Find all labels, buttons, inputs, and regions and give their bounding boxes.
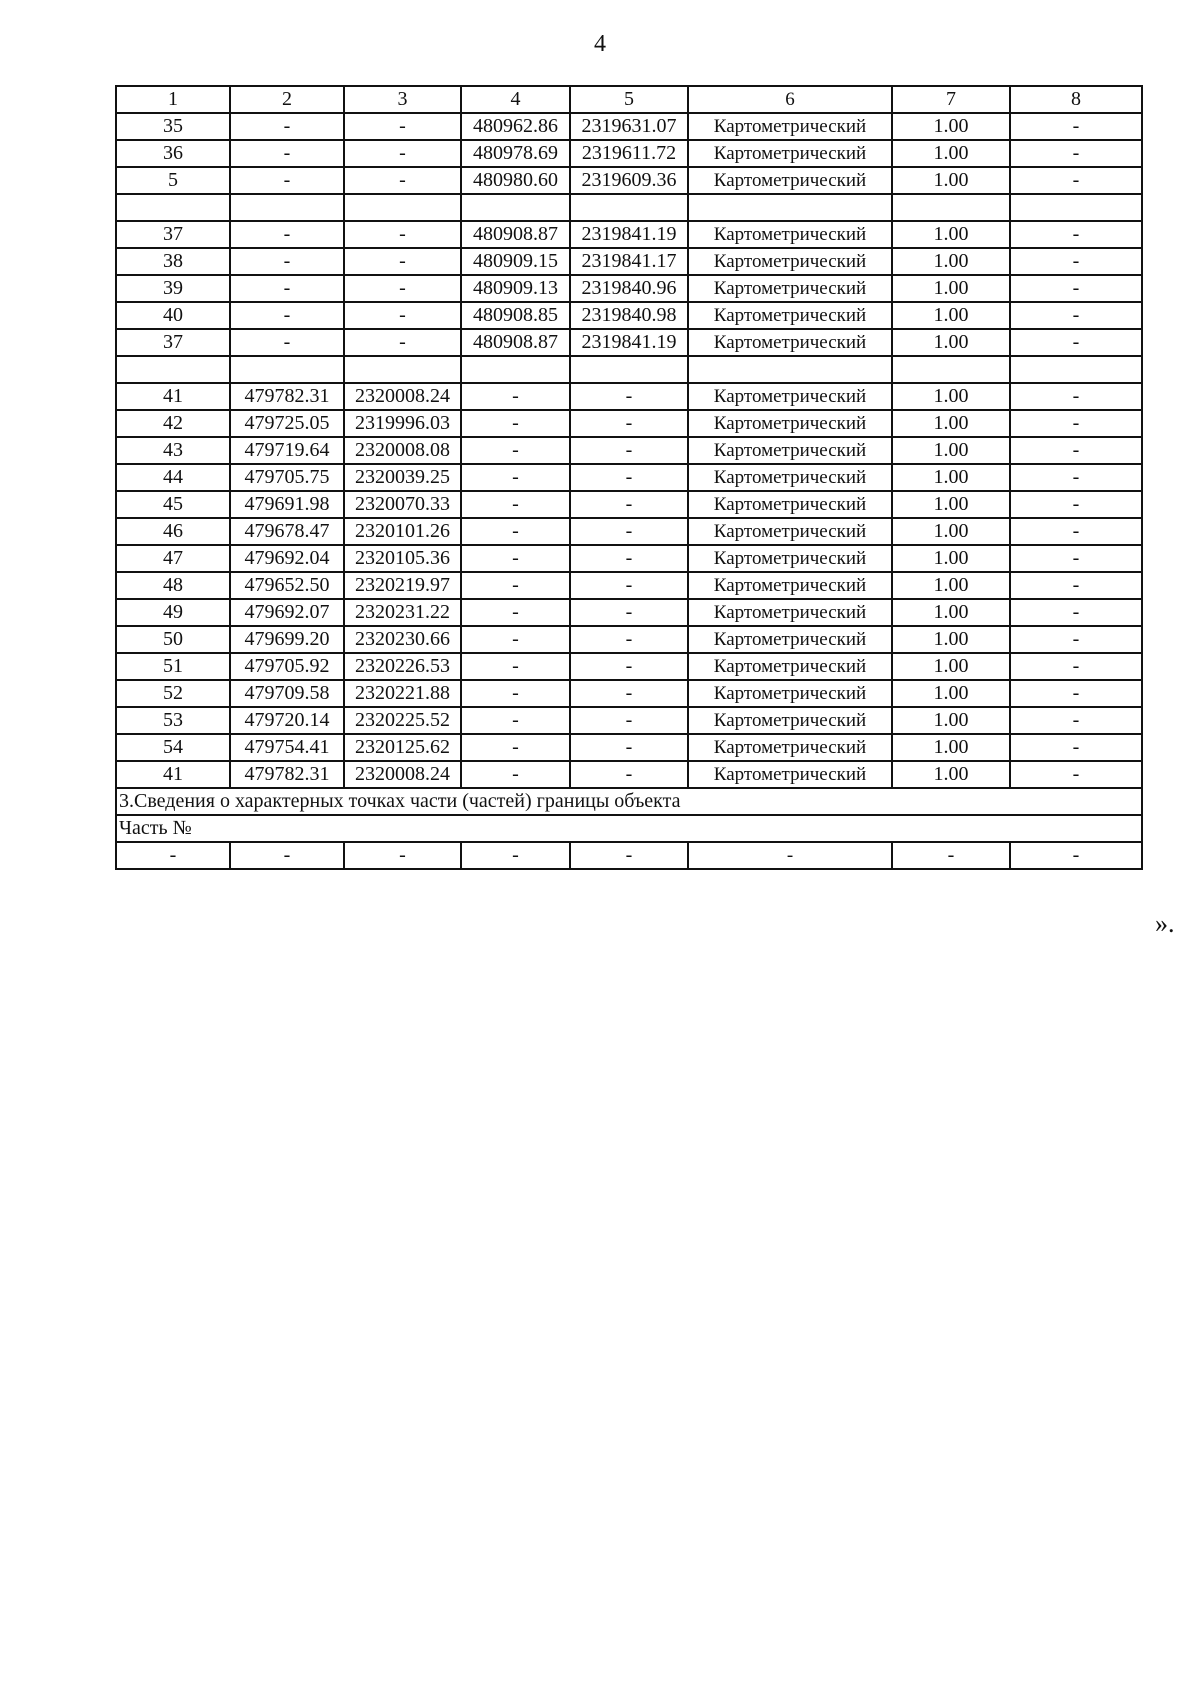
table-cell-col-7: 1.00 bbox=[892, 491, 1010, 518]
table-cell-col-5: - bbox=[570, 572, 688, 599]
table-cell-col-4: - bbox=[461, 464, 570, 491]
table-cell-col-6: Картометрический bbox=[688, 140, 892, 167]
table-cell-col-2: - bbox=[230, 221, 344, 248]
table-cell-col-2: 479720.14 bbox=[230, 707, 344, 734]
table-cell-col-3: 2320008.24 bbox=[344, 761, 461, 788]
table-cell-col-5: - bbox=[570, 545, 688, 572]
table-cell-col-8: - bbox=[1010, 167, 1142, 194]
table-cell-col-2: - bbox=[230, 113, 344, 140]
table-cell-col-7: 1.00 bbox=[892, 329, 1010, 356]
table-cell-col-8: - bbox=[1010, 707, 1142, 734]
table-cell-col-4: - bbox=[461, 626, 570, 653]
table-cell-col-3: - bbox=[344, 221, 461, 248]
table-cell-col-5: 2319841.19 bbox=[570, 329, 688, 356]
table-cell-col-1: 45 bbox=[116, 491, 230, 518]
table-cell-col-2: 479725.05 bbox=[230, 410, 344, 437]
table-cell-col-5: - bbox=[570, 626, 688, 653]
table-cell-col-3: - bbox=[344, 329, 461, 356]
table-cell-col-7: 1.00 bbox=[892, 113, 1010, 140]
table-cell-col-4 bbox=[461, 356, 570, 383]
table-cell-col-7: 1.00 bbox=[892, 545, 1010, 572]
table-cell-col-6: Картометрический bbox=[688, 491, 892, 518]
table-cell-col-4: - bbox=[461, 545, 570, 572]
table-cell-col-1: 54 bbox=[116, 734, 230, 761]
table-cell-col-1: 42 bbox=[116, 410, 230, 437]
table-cell-col-8: - bbox=[1010, 626, 1142, 653]
table-cell-col-7: 1.00 bbox=[892, 734, 1010, 761]
table-cell-col-8: - bbox=[1010, 302, 1142, 329]
table-cell-col-2: - bbox=[230, 275, 344, 302]
table-cell-col-6: Картометрический bbox=[688, 221, 892, 248]
table-cell-col-5: - bbox=[570, 491, 688, 518]
table-cell-col-8: - bbox=[1010, 464, 1142, 491]
table-cell-col-6: Картометрический bbox=[688, 383, 892, 410]
table-cell-col-8: - bbox=[1010, 599, 1142, 626]
table-cell-col-6: Картометрический bbox=[688, 464, 892, 491]
table-cell-col-5: - bbox=[570, 734, 688, 761]
table-cell-col-1: 48 bbox=[116, 572, 230, 599]
coordinates-table-container bbox=[115, 85, 1141, 870]
table-cell-col-4: 480908.87 bbox=[461, 329, 570, 356]
page-number: 4 bbox=[594, 31, 606, 57]
table-cell-col-8 bbox=[1010, 194, 1142, 221]
table-cell-col-1: 41 bbox=[116, 383, 230, 410]
table-row bbox=[116, 518, 1142, 545]
table-separator-row bbox=[116, 356, 1142, 383]
table-cell-col-1: 1 bbox=[116, 86, 230, 113]
table-cell-col-2: 479692.07 bbox=[230, 599, 344, 626]
table-row bbox=[116, 464, 1142, 491]
table-cell-col-8: - bbox=[1010, 329, 1142, 356]
table-cell-col-1: 47 bbox=[116, 545, 230, 572]
table-cell-col-1: 40 bbox=[116, 302, 230, 329]
table-cell-col-7 bbox=[892, 356, 1010, 383]
table-cell-col-5: - bbox=[570, 437, 688, 464]
table-cell-col-3: 2320230.66 bbox=[344, 626, 461, 653]
table-cell-col-7 bbox=[892, 194, 1010, 221]
table-cell-col-3: 2320070.33 bbox=[344, 491, 461, 518]
table-cell-col-2: 479699.20 bbox=[230, 626, 344, 653]
table-cell-col-3: 2320105.36 bbox=[344, 545, 461, 572]
table-cell-col-5 bbox=[570, 356, 688, 383]
table-cell-col-5: 5 bbox=[570, 86, 688, 113]
table-cell-col-5: - bbox=[570, 842, 688, 869]
table-cell-col-7: - bbox=[892, 842, 1010, 869]
table-cell-col-7: 1.00 bbox=[892, 437, 1010, 464]
table-cell-col-4: - bbox=[461, 410, 570, 437]
table-cell-col-2: 479705.75 bbox=[230, 464, 344, 491]
table-cell-col-3: 2320231.22 bbox=[344, 599, 461, 626]
table-cell-col-2: 479719.64 bbox=[230, 437, 344, 464]
table-cell-col-8: - bbox=[1010, 734, 1142, 761]
table-cell-col-7: 1.00 bbox=[892, 140, 1010, 167]
table-cell-col-2: - bbox=[230, 842, 344, 869]
table-cell-col-1: 37 bbox=[116, 329, 230, 356]
table-cell-col-2: 479691.98 bbox=[230, 491, 344, 518]
table-cell-col-6: Картометрический bbox=[688, 653, 892, 680]
table-row bbox=[116, 329, 1142, 356]
table-cell-col-8: - bbox=[1010, 653, 1142, 680]
table-cell-col-3: - bbox=[344, 167, 461, 194]
table-cell-col-2: 2 bbox=[230, 86, 344, 113]
table-cell-col-2: 479754.41 bbox=[230, 734, 344, 761]
table-cell-col-8: - bbox=[1010, 761, 1142, 788]
table-cell-col-1: 52 bbox=[116, 680, 230, 707]
table-cell-col-7: 1.00 bbox=[892, 653, 1010, 680]
table-cell-col-5 bbox=[570, 194, 688, 221]
table-cell-col-1: 36 bbox=[116, 140, 230, 167]
table-row bbox=[116, 707, 1142, 734]
part-label: Часть № bbox=[116, 815, 1142, 842]
table-cell-col-8: - bbox=[1010, 248, 1142, 275]
table-cell-col-8: - bbox=[1010, 437, 1142, 464]
table-cell-col-7: 1.00 bbox=[892, 275, 1010, 302]
table-row bbox=[116, 680, 1142, 707]
table-cell-col-7: 1.00 bbox=[892, 410, 1010, 437]
table-cell-col-5: - bbox=[570, 518, 688, 545]
table-cell-col-8 bbox=[1010, 356, 1142, 383]
table-cell-col-8: - bbox=[1010, 113, 1142, 140]
table-cell-col-8: - bbox=[1010, 383, 1142, 410]
table-cell-col-3: - bbox=[344, 275, 461, 302]
table-cell-col-3: 2319996.03 bbox=[344, 410, 461, 437]
table-cell-col-1: 41 bbox=[116, 761, 230, 788]
table-row bbox=[116, 491, 1142, 518]
table-header-row bbox=[116, 86, 1142, 113]
table-cell-col-3: 3 bbox=[344, 86, 461, 113]
table-cell-col-6 bbox=[688, 356, 892, 383]
table-cell-col-4: 480978.69 bbox=[461, 140, 570, 167]
table-cell-col-5: - bbox=[570, 761, 688, 788]
table-cell-col-1: 50 bbox=[116, 626, 230, 653]
table-cell-col-2: 479709.58 bbox=[230, 680, 344, 707]
coordinates-table bbox=[115, 85, 1143, 870]
table-row bbox=[116, 653, 1142, 680]
table-cell-col-4: - bbox=[461, 680, 570, 707]
table-cell-col-5: 2319609.36 bbox=[570, 167, 688, 194]
table-cell-col-2: 479692.04 bbox=[230, 545, 344, 572]
table-cell-col-8: - bbox=[1010, 545, 1142, 572]
table-cell-col-2: - bbox=[230, 140, 344, 167]
table-cell-col-4: - bbox=[461, 734, 570, 761]
table-cell-col-4: - bbox=[461, 761, 570, 788]
table-cell-col-4: - bbox=[461, 518, 570, 545]
table-cell-col-6: Картометрический bbox=[688, 275, 892, 302]
table-row bbox=[116, 167, 1142, 194]
table-cell-col-5: - bbox=[570, 410, 688, 437]
section-title: 3.Сведения о характерных точках части (частей) границы объекта bbox=[116, 788, 1142, 815]
table-cell-col-4: - bbox=[461, 383, 570, 410]
table-cell-col-1: 46 bbox=[116, 518, 230, 545]
table-cell-col-1: 39 bbox=[116, 275, 230, 302]
table-cell-col-3: - bbox=[344, 302, 461, 329]
table-cell-col-6: Картометрический bbox=[688, 734, 892, 761]
table-cell-col-6: 6 bbox=[688, 86, 892, 113]
table-cell-col-8: - bbox=[1010, 221, 1142, 248]
table-row bbox=[116, 113, 1142, 140]
table-cell-col-6: Картометрический bbox=[688, 302, 892, 329]
table-cell-col-6: Картометрический bbox=[688, 680, 892, 707]
table-cell-col-3: - bbox=[344, 842, 461, 869]
table-cell-col-1 bbox=[116, 194, 230, 221]
table-cell-col-1: - bbox=[116, 842, 230, 869]
table-cell-col-7: 1.00 bbox=[892, 572, 1010, 599]
table-cell-col-2: - bbox=[230, 248, 344, 275]
table-cell-col-5: 2319841.17 bbox=[570, 248, 688, 275]
table-body bbox=[116, 86, 1142, 869]
table-cell-col-6: Картометрический bbox=[688, 410, 892, 437]
table-cell-col-4: 480909.15 bbox=[461, 248, 570, 275]
table-cell-col-1: 51 bbox=[116, 653, 230, 680]
table-cell-col-6: Картометрический bbox=[688, 626, 892, 653]
table-row bbox=[116, 302, 1142, 329]
table-cell-col-5: - bbox=[570, 680, 688, 707]
table-cell-col-7: 1.00 bbox=[892, 680, 1010, 707]
table-cell-col-3: 2320221.88 bbox=[344, 680, 461, 707]
table-cell-col-6: Картометрический bbox=[688, 545, 892, 572]
table-cell-col-5: 2319840.96 bbox=[570, 275, 688, 302]
table-cell-col-1: 49 bbox=[116, 599, 230, 626]
table-cell-col-3: - bbox=[344, 140, 461, 167]
table-cell-col-7: 1.00 bbox=[892, 248, 1010, 275]
table-cell-col-6: Картометрический bbox=[688, 599, 892, 626]
table-cell-col-1 bbox=[116, 356, 230, 383]
table-cell-col-4: 480962.86 bbox=[461, 113, 570, 140]
table-row bbox=[116, 221, 1142, 248]
table-cell-col-1: 53 bbox=[116, 707, 230, 734]
table-cell-col-7: 1.00 bbox=[892, 302, 1010, 329]
table-cell-col-2: 479782.31 bbox=[230, 383, 344, 410]
table-cell-col-5: - bbox=[570, 599, 688, 626]
table-cell-col-3: 2320219.97 bbox=[344, 572, 461, 599]
table-row bbox=[116, 545, 1142, 572]
table-cell-col-8: - bbox=[1010, 275, 1142, 302]
table-cell-col-7: 1.00 bbox=[892, 707, 1010, 734]
table-cell-col-7: 1.00 bbox=[892, 761, 1010, 788]
table-cell-col-4: - bbox=[461, 653, 570, 680]
table-cell-col-6: Картометрический bbox=[688, 113, 892, 140]
table-cell-col-4: 480908.87 bbox=[461, 221, 570, 248]
table-cell-col-3: 2320008.08 bbox=[344, 437, 461, 464]
table-row bbox=[116, 275, 1142, 302]
table-cell-col-4: - bbox=[461, 572, 570, 599]
table-row bbox=[116, 734, 1142, 761]
table-cell-col-2: 479678.47 bbox=[230, 518, 344, 545]
table-row bbox=[116, 626, 1142, 653]
table-cell-col-2: - bbox=[230, 167, 344, 194]
table-cell-col-7: 1.00 bbox=[892, 221, 1010, 248]
table-cell-col-8: - bbox=[1010, 572, 1142, 599]
table-cell-col-4: - bbox=[461, 491, 570, 518]
table-cell-col-3: - bbox=[344, 113, 461, 140]
table-cell-col-3: 2320225.52 bbox=[344, 707, 461, 734]
table-cell-col-8: - bbox=[1010, 518, 1142, 545]
table-cell-col-1: 38 bbox=[116, 248, 230, 275]
table-cell-col-6: Картометрический bbox=[688, 437, 892, 464]
table-cell-col-5: - bbox=[570, 464, 688, 491]
table-cell-col-2: 479705.92 bbox=[230, 653, 344, 680]
table-cell-col-4: 4 bbox=[461, 86, 570, 113]
table-cell-col-4: 480980.60 bbox=[461, 167, 570, 194]
table-cell-col-3: 2320008.24 bbox=[344, 383, 461, 410]
table-cell-col-3: - bbox=[344, 248, 461, 275]
table-cell-col-5: 2319841.19 bbox=[570, 221, 688, 248]
section-title-row bbox=[116, 788, 1142, 815]
table-cell-col-2 bbox=[230, 194, 344, 221]
table-cell-col-3: 2320101.26 bbox=[344, 518, 461, 545]
table-cell-col-3 bbox=[344, 356, 461, 383]
table-cell-col-8: - bbox=[1010, 842, 1142, 869]
table-row bbox=[116, 248, 1142, 275]
table-cell-col-7: 1.00 bbox=[892, 518, 1010, 545]
table-cell-col-5: 2319840.98 bbox=[570, 302, 688, 329]
table-cell-col-3: 2320039.25 bbox=[344, 464, 461, 491]
table-cell-col-5: - bbox=[570, 707, 688, 734]
table-row bbox=[116, 410, 1142, 437]
table-cell-col-5: - bbox=[570, 653, 688, 680]
table-cell-col-1: 43 bbox=[116, 437, 230, 464]
table-cell-col-4: - bbox=[461, 842, 570, 869]
table-cell-col-8: - bbox=[1010, 410, 1142, 437]
table-cell-col-6: Картометрический bbox=[688, 707, 892, 734]
table-cell-col-1: 44 bbox=[116, 464, 230, 491]
table-cell-col-6: Картометрический bbox=[688, 761, 892, 788]
table-empty-row bbox=[116, 842, 1142, 869]
part-label-row bbox=[116, 815, 1142, 842]
table-cell-col-4: 480909.13 bbox=[461, 275, 570, 302]
table-cell-col-5: 2319631.07 bbox=[570, 113, 688, 140]
table-cell-col-8: 8 bbox=[1010, 86, 1142, 113]
table-row bbox=[116, 599, 1142, 626]
table-cell-col-7: 7 bbox=[892, 86, 1010, 113]
table-cell-col-6: Картометрический bbox=[688, 167, 892, 194]
table-cell-col-7: 1.00 bbox=[892, 626, 1010, 653]
table-cell-col-6: Картометрический bbox=[688, 329, 892, 356]
table-cell-col-3 bbox=[344, 194, 461, 221]
table-cell-col-1: 35 bbox=[116, 113, 230, 140]
table-cell-col-2: 479652.50 bbox=[230, 572, 344, 599]
closing-quote-mark: ». bbox=[1155, 909, 1175, 938]
table-cell-col-3: 2320226.53 bbox=[344, 653, 461, 680]
table-cell-col-7: 1.00 bbox=[892, 167, 1010, 194]
table-cell-col-2 bbox=[230, 356, 344, 383]
table-cell-col-2: - bbox=[230, 302, 344, 329]
table-cell-col-7: 1.00 bbox=[892, 464, 1010, 491]
table-cell-col-5: 2319611.72 bbox=[570, 140, 688, 167]
table-cell-col-7: 1.00 bbox=[892, 383, 1010, 410]
table-cell-col-1: 5 bbox=[116, 167, 230, 194]
table-row bbox=[116, 383, 1142, 410]
table-cell-col-5: - bbox=[570, 383, 688, 410]
table-row bbox=[116, 572, 1142, 599]
table-row bbox=[116, 140, 1142, 167]
table-cell-col-6: Картометрический bbox=[688, 248, 892, 275]
table-cell-col-8: - bbox=[1010, 680, 1142, 707]
table-cell-col-3: 2320125.62 bbox=[344, 734, 461, 761]
table-cell-col-6: Картометрический bbox=[688, 518, 892, 545]
table-cell-col-4: - bbox=[461, 599, 570, 626]
table-cell-col-8: - bbox=[1010, 491, 1142, 518]
table-cell-col-2: 479782.31 bbox=[230, 761, 344, 788]
table-cell-col-4 bbox=[461, 194, 570, 221]
table-row bbox=[116, 437, 1142, 464]
table-cell-col-6 bbox=[688, 194, 892, 221]
table-separator-row bbox=[116, 194, 1142, 221]
table-cell-col-7: 1.00 bbox=[892, 599, 1010, 626]
table-cell-col-6: Картометрический bbox=[688, 572, 892, 599]
table-cell-col-1: 37 bbox=[116, 221, 230, 248]
table-cell-col-4: 480908.85 bbox=[461, 302, 570, 329]
table-cell-col-2: - bbox=[230, 329, 344, 356]
table-cell-col-6: - bbox=[688, 842, 892, 869]
table-cell-col-8: - bbox=[1010, 140, 1142, 167]
table-cell-col-4: - bbox=[461, 437, 570, 464]
table-cell-col-4: - bbox=[461, 707, 570, 734]
table-row bbox=[116, 761, 1142, 788]
